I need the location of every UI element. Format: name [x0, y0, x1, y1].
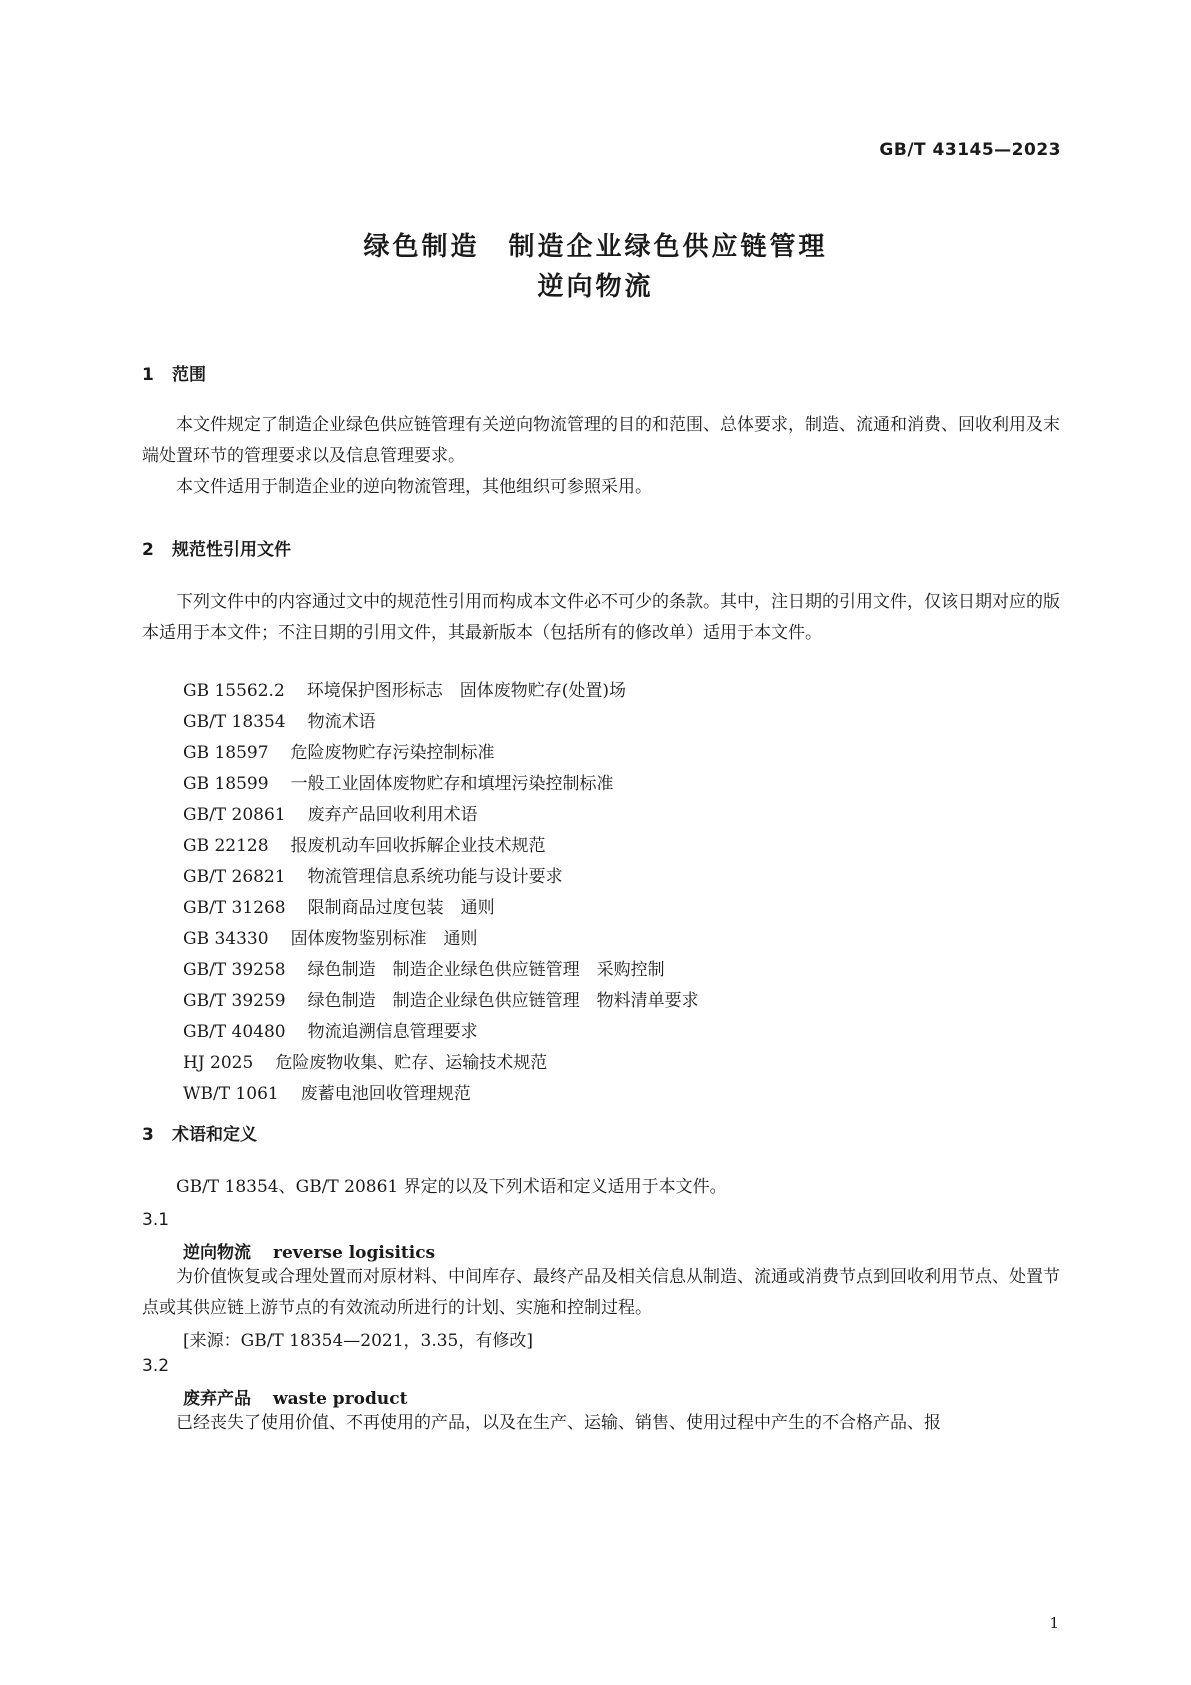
section-number: 2 [142, 540, 154, 560]
reference-title: 危险废物贮存污染控制标准 [290, 743, 495, 763]
reference-code: GB/T 18354 [183, 712, 286, 732]
term-number: 3.1 [142, 1210, 170, 1230]
reference-code: GB/T 40480 [183, 1022, 286, 1042]
term-definition: 已经丧失了使用价值、不再使用的产品，以及在生产、运输、销售、使用过程中产生的不合格产品、报 [176, 1413, 941, 1433]
section-2-intro: 下列文件中的内容通过文中的规范性引用而构成本文件必不可少的条款。其中，注日期的引用文件，仅该日期对应的版本适用于本文件；不注日期的引用文件，其最新版本（包括所有的修改单）适用于本文件。 [142, 592, 1060, 643]
term-title [183, 1384, 407, 1409]
term-english: waste product [273, 1389, 408, 1409]
reference-code: GB 15562.2 [183, 681, 285, 701]
section-3-heading [142, 1120, 257, 1145]
reference-title: 物流追溯信息管理要求 [307, 1022, 478, 1042]
document-subtitle: 逆向物流 [537, 272, 654, 302]
reference-item [183, 1048, 699, 1079]
section-1-heading [142, 360, 206, 385]
section-title: 术语和定义 [172, 1125, 257, 1145]
reference-item [183, 800, 699, 831]
page-number: 1 [1049, 1614, 1059, 1632]
reference-title: 物流术语 [307, 712, 376, 732]
reference-title: 绿色制造 制造企业绿色供应链管理 采购控制 [307, 960, 665, 980]
section-2-heading [142, 535, 291, 560]
term-source: [来源：GB/T 18354—2021，3.35，有修改] [183, 1331, 534, 1351]
term-chinese: 逆向物流 [183, 1243, 251, 1263]
reference-title: 一般工业固体废物贮存和填埋污染控制标准 [290, 774, 614, 794]
reference-code: GB/T 20861 [183, 805, 286, 825]
section-1-paragraph-2: 本文件适用于制造企业的逆向物流管理，其他组织可参照采用。 [176, 477, 652, 497]
term-number: 3.2 [142, 1356, 170, 1376]
reference-item [183, 924, 699, 955]
reference-code: GB 22128 [183, 836, 269, 856]
reference-item [183, 986, 699, 1017]
section-number: 3 [142, 1125, 154, 1145]
reference-item [183, 1079, 699, 1110]
reference-title: 环境保护图形标志 固体废物贮存(处置)场 [306, 681, 627, 701]
reference-item [183, 676, 699, 707]
reference-title: 废弃产品回收利用术语 [307, 805, 478, 825]
reference-title: 物流管理信息系统功能与设计要求 [307, 867, 563, 887]
reference-code: HJ 2025 [183, 1053, 254, 1073]
reference-code: GB/T 31268 [183, 898, 286, 918]
reference-item [183, 707, 699, 738]
reference-code: GB/T 26821 [183, 867, 286, 887]
normative-references-list [183, 676, 699, 1110]
reference-item [183, 862, 699, 893]
reference-code: GB/T 39259 [183, 991, 286, 1011]
section-3-intro: GB/T 18354、GB/T 20861 界定的以及下列术语和定义适用于本文件。 [176, 1177, 727, 1197]
reference-code: GB 34330 [183, 929, 269, 949]
term-chinese: 废弃产品 [183, 1389, 251, 1409]
reference-item [183, 893, 699, 924]
term-title [183, 1238, 435, 1263]
document-title: 绿色制造 制造企业绿色供应链管理 [363, 232, 828, 262]
reference-title: 绿色制造 制造企业绿色供应链管理 物料清单要求 [307, 991, 699, 1011]
term-english: reverse logisitics [273, 1243, 436, 1263]
reference-code: WB/T 1061 [183, 1084, 279, 1104]
reference-title: 固体废物鉴别标准 通则 [290, 929, 478, 949]
reference-title: 危险废物收集、贮存、运输技术规范 [275, 1053, 548, 1073]
term-definition: 为价值恢复或合理处置而对原材料、中间库存、最终产品及相关信息从制造、流通或消费节点到回收利用节点、处置节点或其供应链上游节点的有效流动所进行的计划、实施和控制过程。 [142, 1267, 1060, 1318]
reference-item [183, 1017, 699, 1048]
document-code: GB/T 43145—2023 [879, 140, 1061, 160]
reference-code: GB/T 39258 [183, 960, 286, 980]
reference-item [183, 769, 699, 800]
reference-title: 废蓄电池回收管理规范 [300, 1084, 471, 1104]
section-1-paragraph-1: 本文件规定了制造企业绿色供应链管理有关逆向物流管理的目的和范围、总体要求，制造、流通和消费、回收利用及末端处置环节的管理要求以及信息管理要求。 [142, 415, 1060, 466]
reference-item [183, 955, 699, 986]
reference-item [183, 738, 699, 769]
reference-title: 限制商品过度包装 通则 [307, 898, 495, 918]
reference-item [183, 831, 699, 862]
section-title: 范围 [172, 365, 206, 385]
reference-code: GB 18599 [183, 774, 269, 794]
section-title: 规范性引用文件 [172, 540, 291, 560]
reference-code: GB 18597 [183, 743, 269, 763]
section-number: 1 [142, 365, 154, 385]
reference-title: 报废机动车回收拆解企业技术规范 [290, 836, 546, 856]
